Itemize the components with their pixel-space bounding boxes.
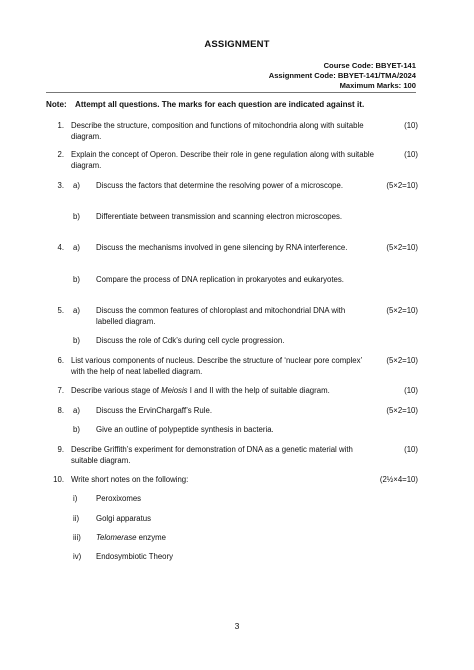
part-text: Discuss the common features of chloroplast and mitochondrial DNA with labelled diagram. xyxy=(96,306,346,326)
question-marks: (5×2=10) xyxy=(386,181,418,190)
item-text: Telomerase enzyme xyxy=(96,533,166,542)
question-number: 10. xyxy=(53,475,64,484)
course-code: Course Code: BBYET-141 xyxy=(323,61,416,70)
part-label: b) xyxy=(73,336,80,345)
part-text: Discuss the ErvinChargaff’s Rule. xyxy=(96,406,212,415)
assignment-codes xyxy=(269,61,416,91)
part-text: Discuss the mechanisms involved in gene silencing by RNA interference. xyxy=(96,243,348,252)
question-number: 6. xyxy=(57,356,64,365)
header-divider xyxy=(46,92,416,93)
question-number: 9. xyxy=(57,445,64,454)
page-number: 3 xyxy=(234,621,240,631)
question-text: Write short notes on the following: xyxy=(71,475,189,484)
part-text: Discuss the role of Cdk’s during cell cycle progression. xyxy=(96,336,285,345)
assignment-code: Assignment Code: BBYET-141/TMA/2024 xyxy=(268,71,416,80)
question-marks: (10) xyxy=(404,445,418,454)
question-number: 7. xyxy=(57,386,64,395)
question-text: Describe Griffith’s experiment for demonstration of DNA as a genetic material with suitable diagram. xyxy=(71,445,353,465)
question-number: 4. xyxy=(57,243,64,252)
question-marks: (5×2=10) xyxy=(386,243,418,252)
question-marks: (5×2=10) xyxy=(386,356,418,365)
question-text: Explain the concept of Operon. Describe their role in gene regulation along with suitable diagram. xyxy=(71,150,374,170)
item-text: Peroxixomes xyxy=(96,494,142,503)
part-label: b) xyxy=(73,275,80,284)
question-number: 2. xyxy=(57,150,64,159)
part-label: b) xyxy=(73,212,80,221)
item-text: Endosymbiotic Theory xyxy=(96,552,173,561)
note-text: Attempt all questions. The marks for each question are indicated against it. xyxy=(75,100,365,109)
question-marks: (5×2=10) xyxy=(386,406,418,415)
question-marks: (10) xyxy=(404,150,418,159)
question-text: List various components of nucleus. Describe the structure of ‘nuclear pore complex’ with the help of neat labelled diagram. xyxy=(71,356,362,376)
part-label: b) xyxy=(73,425,80,434)
question-number: 3. xyxy=(57,181,64,190)
question-text: Describe various stage of Meiosis I and II with the help of suitable diagram. xyxy=(71,386,330,395)
emphasis-term: Meiosis xyxy=(161,386,188,395)
part-text: Compare the process of DNA replication in prokaryotes and eukaryotes. xyxy=(96,275,344,284)
item-label: iii) xyxy=(73,533,81,542)
part-label: a) xyxy=(73,243,80,252)
page-title: ASSIGNMENT xyxy=(204,39,270,50)
maximum-marks: Maximum Marks: 100 xyxy=(339,81,416,90)
part-label: a) xyxy=(73,306,80,315)
item-label: ii) xyxy=(73,514,80,523)
item-label: iv) xyxy=(73,552,82,561)
question-number: 1. xyxy=(57,121,64,130)
question-marks: (2½×4=10) xyxy=(379,475,418,484)
part-label: a) xyxy=(73,181,80,190)
part-text: Give an outline of polypeptide synthesis in bacteria. xyxy=(96,425,274,434)
question-text: Describe the structure, composition and functions of mitochondria along with suitable diagram. xyxy=(71,121,364,141)
item-label: i) xyxy=(73,494,78,503)
note-label: Note: xyxy=(46,100,67,109)
part-text: Discuss the factors that determine the resolving power of a microscope. xyxy=(96,181,344,190)
question-number: 5. xyxy=(57,306,64,315)
question-number: 8. xyxy=(57,406,64,415)
question-marks: (5×2=10) xyxy=(386,306,418,315)
question-marks: (10) xyxy=(404,386,418,395)
emphasis-term: Telomerase xyxy=(96,533,137,542)
part-text: Differentiate between transmission and scanning electron microscopes. xyxy=(96,212,343,221)
part-label: a) xyxy=(73,406,80,415)
question-marks: (10) xyxy=(404,121,418,130)
item-text: Golgi apparatus xyxy=(96,514,152,523)
instructions-note xyxy=(46,100,364,109)
